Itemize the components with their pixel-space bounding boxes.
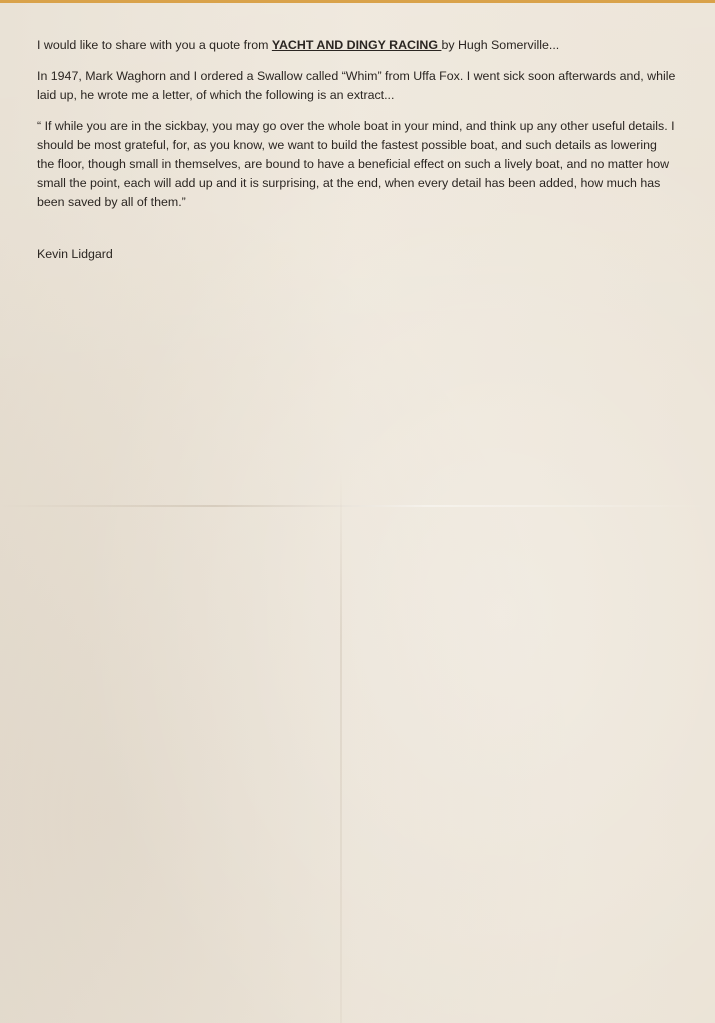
letter-body xyxy=(37,36,677,276)
paper-crease xyxy=(0,505,715,507)
signature: Kevin Lidgard xyxy=(37,247,113,261)
quote-paragraph: “ If while you are in the sickbay, you may go over the whole boat in your mind, and think up any other useful details. I should be most grateful, for, as you know, we want to build the fastest possible boat, and such details as lowering the floor, though small in themselves, are bound to have a beneficial effect on such a lively boat, and no matter how small the point, each will add up and it is surprising, at the end, when every detail has been added, how much has been saved by all of them.” xyxy=(37,119,675,209)
page-top-edge xyxy=(0,0,715,3)
intro-text-before: I would like to share with you a quote from xyxy=(37,38,272,52)
intro-text-after: by Hugh Somerville... xyxy=(441,38,560,52)
context-paragraph: In 1947, Mark Waghorn and I ordered a Swallow called “Whim” from Uffa Fox. I went sick soon afterwards and, while laid up, he wrote me a letter, of which the following is an extract... xyxy=(37,69,676,102)
paper-crease xyxy=(340,470,342,1023)
intro-paragraph xyxy=(37,36,677,55)
book-title: YACHT AND DINGY RACING xyxy=(271,38,442,52)
